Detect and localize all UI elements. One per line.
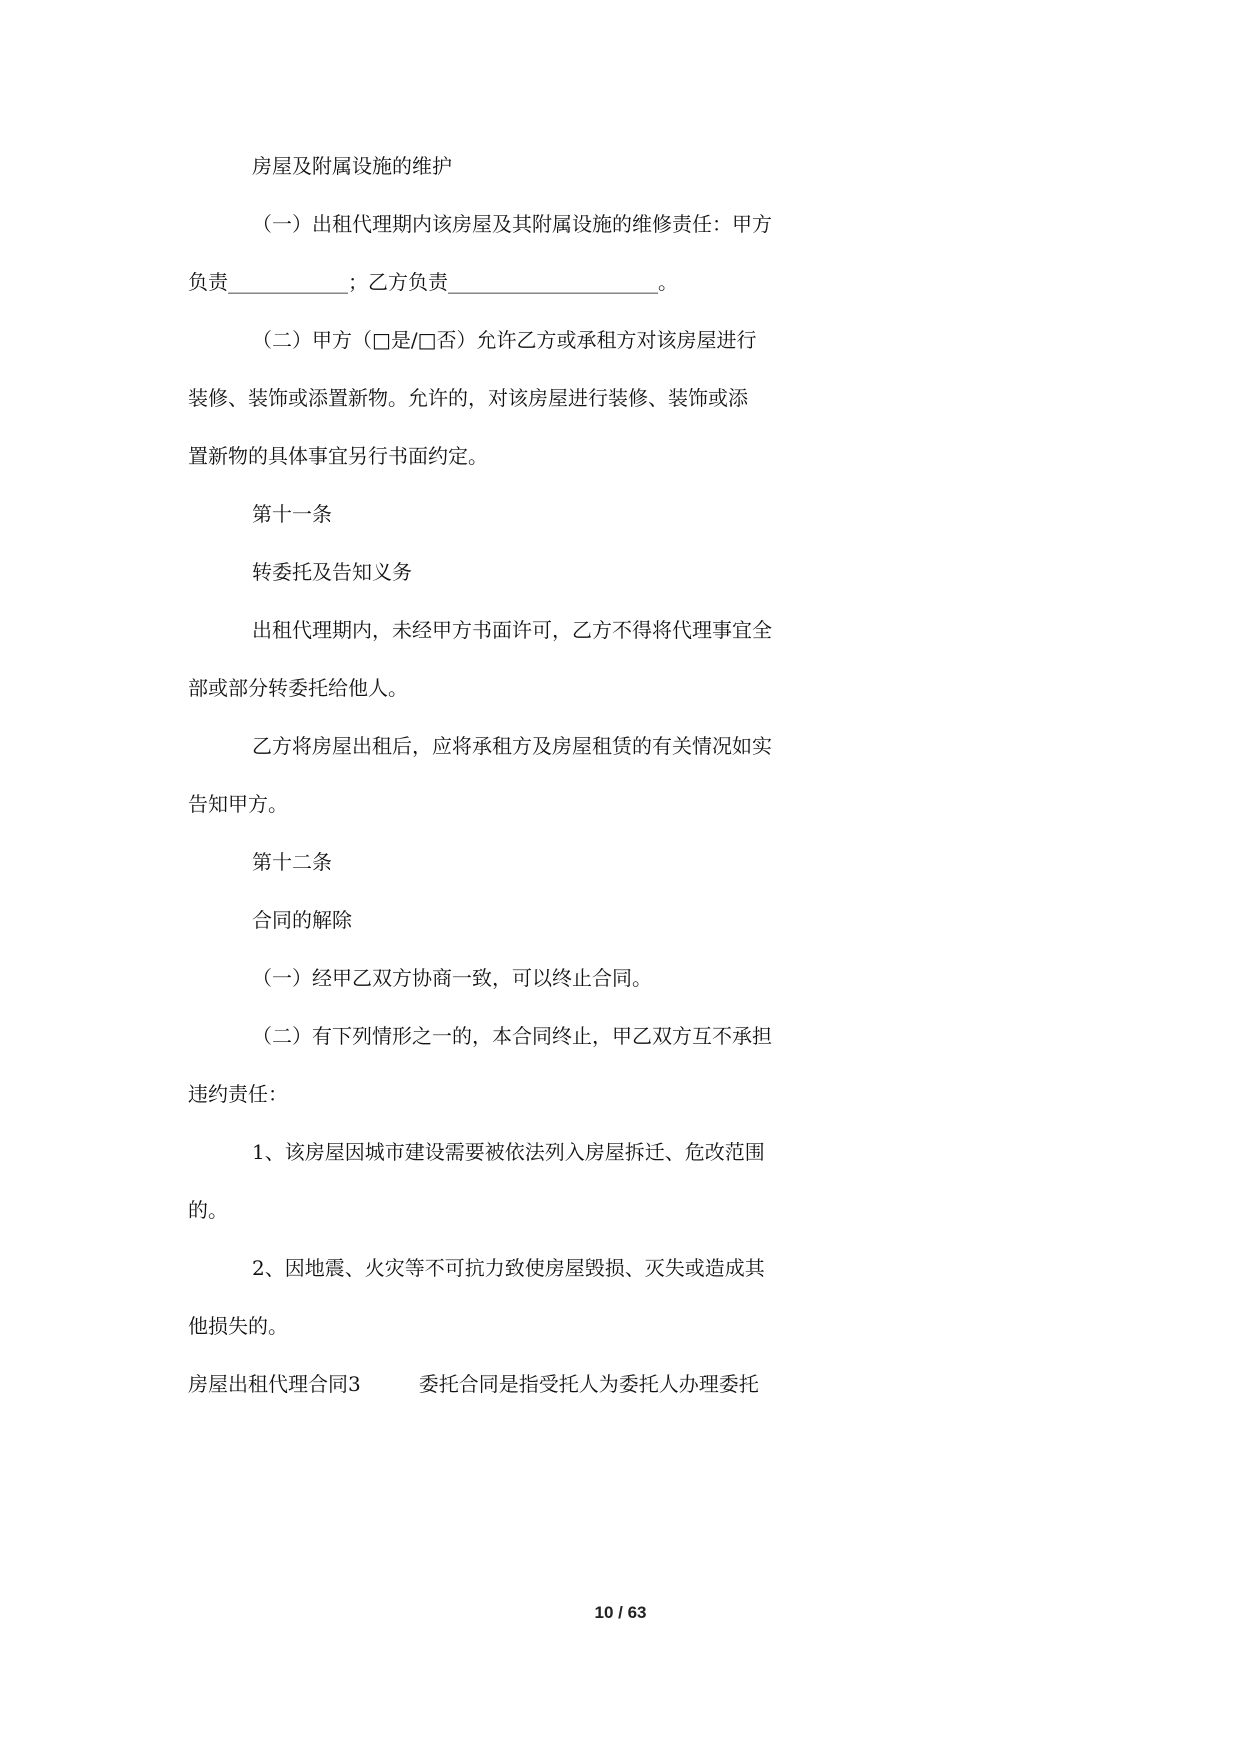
- list-item: 2、因地震、火灾等不可抗力致使房屋毁损、灭失或造成其: [252, 1256, 765, 1280]
- paragraph-line: 告知甲方。: [188, 792, 288, 816]
- paragraph-line: 违约责任：: [188, 1082, 288, 1106]
- paragraph-line: 装修、装饰或添置新物。允许的，对该房屋进行装修、装饰或添: [188, 386, 748, 410]
- article-number: 第十一条: [252, 502, 332, 526]
- paragraph-line: （二）有下列情形之一的，本合同终止，甲乙双方互不承担: [252, 1024, 772, 1048]
- article-title: 转委托及告知义务: [252, 560, 412, 584]
- paragraph-line: 乙方将房屋出租后，应将承租方及房屋租赁的有关情况如实: [252, 734, 772, 758]
- next-section-title: 房屋出租代理合同3: [188, 1372, 361, 1396]
- next-section-line: [0, 1364, 1241, 1404]
- list-item-continuation: 他损失的。: [188, 1314, 288, 1338]
- page-number: 10 / 63: [594, 1603, 647, 1622]
- paragraph-line: 部或部分转委托给他人。: [188, 676, 408, 700]
- paragraph-line: （一）出租代理期内该房屋及其附属设施的维修责任：甲方: [252, 212, 772, 236]
- section-heading: 房屋及附属设施的维护: [252, 154, 452, 178]
- article-title: 合同的解除: [252, 908, 352, 932]
- article-number: 第十二条: [252, 850, 332, 874]
- paragraph-line: 负责____________；乙方负责_____________________。: [188, 270, 678, 294]
- paragraph-line: （二）甲方（□是/□否）允许乙方或承租方对该房屋进行: [252, 328, 757, 352]
- list-item-continuation: 的。: [188, 1198, 228, 1222]
- list-item: 1、该房屋因城市建设需要被依法列入房屋拆迁、危改范围: [252, 1140, 765, 1164]
- next-section-text: 委托合同是指受托人为委托人办理委托: [418, 1372, 759, 1396]
- paragraph-line: 出租代理期内，未经甲方书面许可，乙方不得将代理事宜全: [252, 618, 772, 642]
- paragraph-line: （一）经甲乙双方协商一致，可以终止合同。: [252, 966, 652, 990]
- paragraph-line: 置新物的具体事宜另行书面约定。: [188, 444, 488, 468]
